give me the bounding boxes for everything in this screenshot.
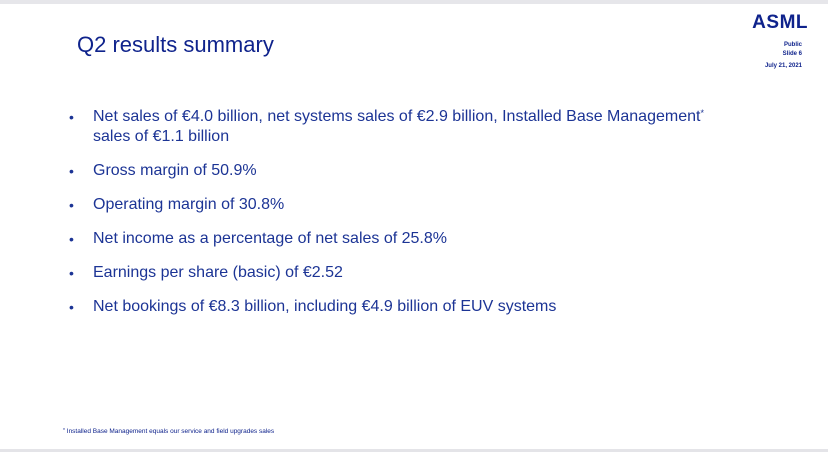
top-border (0, 0, 828, 4)
bullet-text: Earnings per share (basic) of €2.52 (93, 264, 343, 281)
bullet-eps (69, 263, 729, 283)
bullet-text-continued: sales of €1.1 billion (93, 128, 230, 145)
bullet-text: Net sales of €4.0 billion, net systems sales of €2.9 billion, Installed Base Management (93, 108, 701, 125)
bullet-dot: • (69, 109, 74, 125)
bullet-text: Operating margin of 30.8% (93, 196, 285, 213)
bullet-dot: • (69, 231, 74, 247)
bullet-text: Net income as a percentage of net sales of 25.8% (93, 230, 447, 247)
bullet-dot: • (69, 299, 74, 315)
page-title: Q2 results summary (77, 32, 274, 57)
bullet-text: Net bookings of €8.3 billion, including €4.9 billion of EUV systems (93, 298, 557, 315)
bullet-dot: • (69, 265, 74, 281)
footnote-text: Installed Base Management equals our service and field upgrades sales (64, 428, 275, 435)
bullet-net-income (69, 229, 729, 249)
results-bullet-list (69, 107, 729, 331)
bullet-gross-margin (69, 161, 729, 181)
classification-label: Public (783, 42, 802, 48)
footnote-marker: * (63, 428, 65, 434)
bullet-operating-margin (69, 195, 729, 215)
asml-logo: ASML (752, 12, 808, 33)
bullet-dot: • (69, 163, 74, 179)
bullet-net-bookings (69, 297, 729, 317)
slide-number: Slide 6 (782, 50, 802, 57)
footnote-marker: * (700, 108, 704, 118)
corner-decoration-graphic (0, 0, 60, 82)
bullet-text: Gross margin of 50.9% (93, 162, 257, 179)
slide-meta (765, 41, 802, 71)
slide-date: July 21, 2021 (764, 63, 802, 69)
footnote (63, 428, 274, 435)
bullet-net-sales (69, 107, 729, 147)
bullet-dot: • (69, 197, 74, 213)
